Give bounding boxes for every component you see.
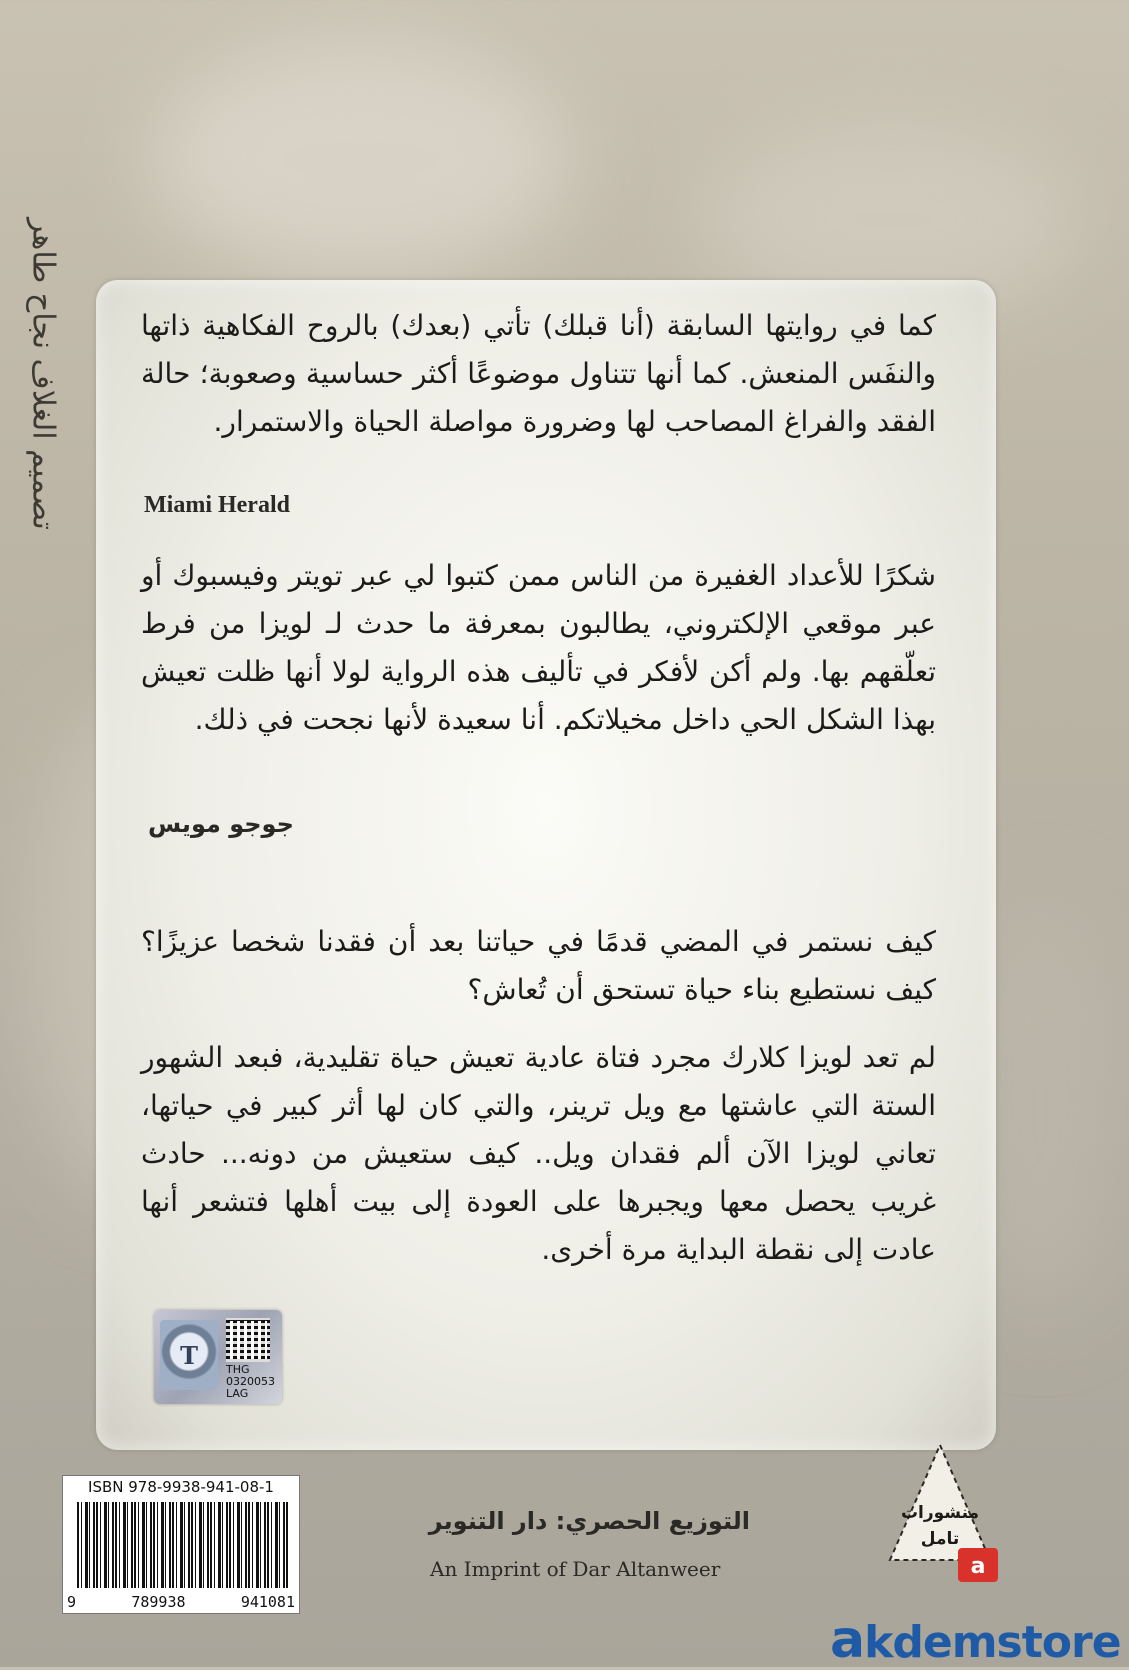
qr-code-icon [226,1318,270,1362]
sticker-code: THG 0320053 LAG [226,1363,275,1400]
publisher-logo-line1: منشورات [900,1503,980,1523]
distribution-english: An Imprint of Dar Altanweer [430,1557,721,1581]
hologram-icon: T [160,1320,218,1390]
cover-designer-credit: تصميم الغلاف نجاح طاهر [25,218,61,530]
svg-text:a: a [970,1554,986,1579]
review-text: كما في روايتها السابقة (أنا قبلك) تأتي (بعدك) بالروح الفكاهية ذاتها والنفَس المنعش. كما أنها تتناول موضوعًا أكثر حساسية وصعوبة؛ حالة الفقد والفراغ المصاحب لها وضرورة مواصلة الحياة والاستمرار. [141,309,936,438]
publisher-logo-line2: تامل [920,1529,960,1549]
author-quote-signature: جوجو مويس [148,810,294,838]
isbn-number: ISBN 978-9938-941-08-1 [88,1478,274,1496]
publisher-logo [880,1440,1000,1590]
barcode-digits: 9 789938 941081 [67,1593,295,1611]
back-cover-text-panel [96,280,996,1450]
background-blotch-1 [150,40,570,280]
blurb-question: كيف نستمر في المضي قدمًا في حياتنا بعد أن فقدنا شخصا عزيزًا؟ كيف نستطيع بناء حياة تستحق أن تُعاش؟ [141,925,936,1006]
review-source: Miami Herald [144,492,290,518]
isbn-barcode [62,1475,300,1614]
store-watermark: akdemstore [830,1610,1121,1670]
security-sticker [154,1310,282,1404]
barcode-bars [77,1502,289,1588]
distribution-arabic: التوزيع الحصري: دار التنوير [428,1507,750,1535]
blurb-summary: لم تعد لويزا كلارك مجرد فتاة عادية تعيش حياة تقليدية، فبعد الشهور الستة التي عاشتها مع ويل ترينر، والتي كان لها أثر كبير في حياتها، تعاني لويزا الآن ألم فقدان ويل.. كيف ستعيش من دونه... حادث غريب يحصل معها ويجبرها على العودة إلى بيت أهلها فتشعر أنها عادت إلى نقطة البداية مرة أخرى. [141,1041,936,1266]
author-quote-text: شكرًا للأعداد الغفيرة من الناس ممن كتبوا لي عبر تويتر وفيسبوك أو عبر موقعي الإلكتروني، يطالبون بمعرفة ما حدث لـ لويزا من فرط تعلّقهم بها. ولم أكن لأفكر في تأليف هذه الرواية لولا أنها ظلت تعيش بهذا الشكل الحي داخل مخيلاتكم. أنا سعيدة لأنها نجحت في ذلك. [141,559,936,736]
